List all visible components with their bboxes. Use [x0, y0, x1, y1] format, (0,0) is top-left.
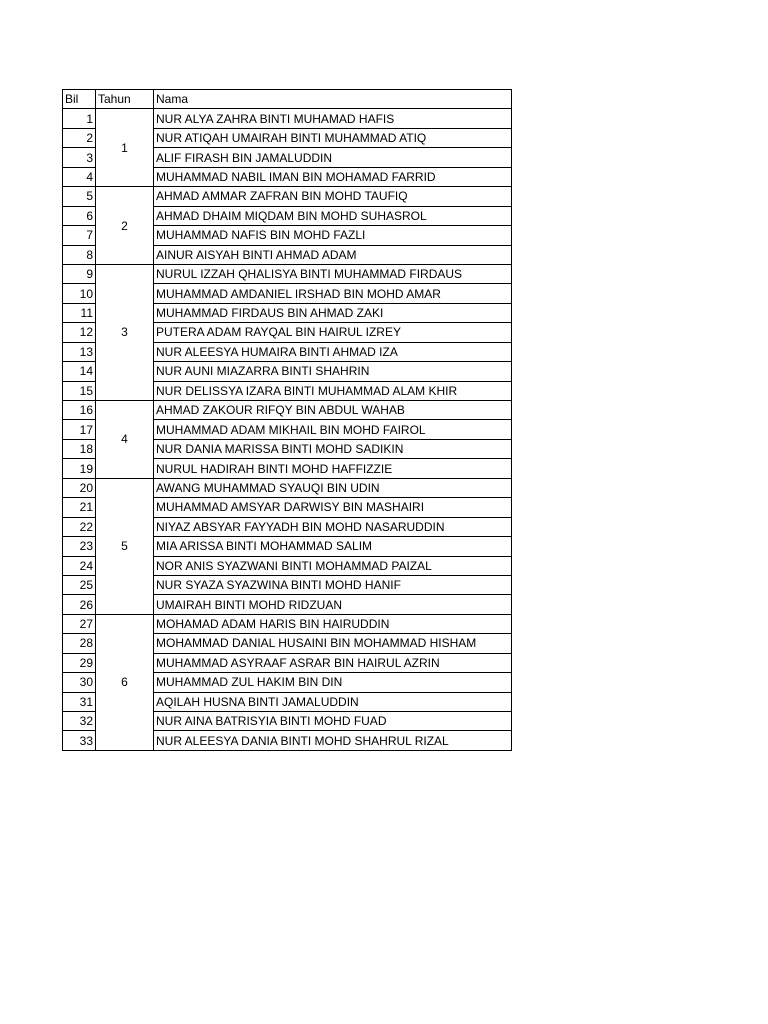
nama-cell: NUR ALYA ZAHRA BINTI MUHAMAD HAFIS	[154, 109, 512, 128]
header-nama: Nama	[154, 90, 512, 109]
nama-cell: NOR ANIS SYAZWANI BINTI MOHAMMAD PAIZAL	[154, 556, 512, 575]
header-tahun: Tahun	[96, 90, 154, 109]
bil-cell: 30	[63, 673, 96, 692]
nama-cell: MUHAMMAD AMSYAR DARWISY BIN MASHAIRI	[154, 498, 512, 517]
bil-cell: 25	[63, 575, 96, 594]
nama-cell: NIYAZ ABSYAR FAYYADH BIN MOHD NASARUDDIN	[154, 517, 512, 536]
bil-cell: 27	[63, 614, 96, 633]
bil-cell: 1	[63, 109, 96, 128]
bil-cell: 19	[63, 459, 96, 478]
nama-cell: NUR AINA BATRISYIA BINTI MOHD FUAD	[154, 712, 512, 731]
nama-cell: NUR ALEESYA DANIA BINTI MOHD SHAHRUL RIZAL	[154, 731, 512, 750]
bil-cell: 11	[63, 303, 96, 322]
nama-cell: UMAIRAH BINTI MOHD RIDZUAN	[154, 595, 512, 614]
bil-cell: 21	[63, 498, 96, 517]
tahun-cell: 5	[96, 478, 154, 614]
tahun-cell: 3	[96, 264, 154, 400]
nama-cell: NUR ALEESYA HUMAIRA BINTI AHMAD IZA	[154, 342, 512, 361]
bil-cell: 31	[63, 692, 96, 711]
bil-cell: 5	[63, 187, 96, 206]
nama-cell: MUHAMMAD ADAM MIKHAIL BIN MOHD FAIROL	[154, 420, 512, 439]
nama-cell: MUHAMMAD NABIL IMAN BIN MOHAMAD FARRID	[154, 167, 512, 186]
student-roster-table	[62, 89, 512, 751]
nama-cell: NUR DELISSYA IZARA BINTI MUHAMMAD ALAM KHIR	[154, 381, 512, 400]
bil-cell: 2	[63, 128, 96, 147]
bil-cell: 13	[63, 342, 96, 361]
roster-body	[63, 109, 512, 750]
bil-cell: 20	[63, 478, 96, 497]
bil-cell: 22	[63, 517, 96, 536]
bil-cell: 26	[63, 595, 96, 614]
nama-cell: MOHAMMAD DANIAL HUSAINI BIN MOHAMMAD HISHAM	[154, 634, 512, 653]
nama-cell: NURUL HADIRAH BINTI MOHD HAFFIZZIE	[154, 459, 512, 478]
bil-cell: 33	[63, 731, 96, 750]
nama-cell: AHMAD ZAKOUR RIFQY BIN ABDUL WAHAB	[154, 401, 512, 420]
tahun-cell: 4	[96, 401, 154, 479]
nama-cell: NUR AUNI MIAZARRA BINTI SHAHRIN	[154, 362, 512, 381]
bil-cell: 15	[63, 381, 96, 400]
nama-cell: MUHAMMAD NAFIS BIN MOHD FAZLI	[154, 226, 512, 245]
table-row	[63, 614, 512, 633]
bil-cell: 8	[63, 245, 96, 264]
bil-cell: 7	[63, 226, 96, 245]
tahun-cell: 6	[96, 614, 154, 750]
bil-cell: 24	[63, 556, 96, 575]
header-bil: Bil	[63, 90, 96, 109]
bil-cell: 17	[63, 420, 96, 439]
bil-cell: 6	[63, 206, 96, 225]
header-row	[63, 90, 512, 109]
nama-cell: MOHAMAD ADAM HARIS BIN HAIRUDDIN	[154, 614, 512, 633]
nama-cell: NUR DANIA MARISSA BINTI MOHD SADIKIN	[154, 439, 512, 458]
nama-cell: MUHAMMAD AMDANIEL IRSHAD BIN MOHD AMAR	[154, 284, 512, 303]
nama-cell: MUHAMMAD ZUL HAKIM BIN DIN	[154, 673, 512, 692]
bil-cell: 18	[63, 439, 96, 458]
bil-cell: 32	[63, 712, 96, 731]
nama-cell: MUHAMMAD ASYRAAF ASRAR BIN HAIRUL AZRIN	[154, 653, 512, 672]
nama-cell: PUTERA ADAM RAYQAL BIN HAIRUL IZREY	[154, 323, 512, 342]
nama-cell: AQILAH HUSNA BINTI JAMALUDDIN	[154, 692, 512, 711]
nama-cell: AWANG MUHAMMAD SYAUQI BIN UDIN	[154, 478, 512, 497]
bil-cell: 12	[63, 323, 96, 342]
table-row	[63, 478, 512, 497]
bil-cell: 10	[63, 284, 96, 303]
table-row	[63, 187, 512, 206]
tahun-cell: 1	[96, 109, 154, 187]
nama-cell: AHMAD DHAIM MIQDAM BIN MOHD SUHASROL	[154, 206, 512, 225]
tahun-cell: 2	[96, 187, 154, 265]
nama-cell: AHMAD AMMAR ZAFRAN BIN MOHD TAUFIQ	[154, 187, 512, 206]
nama-cell: MIA ARISSA BINTI MOHAMMAD SALIM	[154, 537, 512, 556]
bil-cell: 29	[63, 653, 96, 672]
table-row	[63, 264, 512, 283]
bil-cell: 23	[63, 537, 96, 556]
nama-cell: NUR SYAZA SYAZWINA BINTI MOHD HANIF	[154, 575, 512, 594]
nama-cell: MUHAMMAD FIRDAUS BIN AHMAD ZAKI	[154, 303, 512, 322]
bil-cell: 14	[63, 362, 96, 381]
bil-cell: 3	[63, 148, 96, 167]
table-row	[63, 109, 512, 128]
nama-cell: ALIF FIRASH BIN JAMALUDDIN	[154, 148, 512, 167]
bil-cell: 9	[63, 264, 96, 283]
bil-cell: 4	[63, 167, 96, 186]
nama-cell: NUR ATIQAH UMAIRAH BINTI MUHAMMAD ATIQ	[154, 128, 512, 147]
nama-cell: NURUL IZZAH QHALISYA BINTI MUHAMMAD FIRDAUS	[154, 264, 512, 283]
table-row	[63, 401, 512, 420]
nama-cell: AINUR AISYAH BINTI AHMAD ADAM	[154, 245, 512, 264]
bil-cell: 28	[63, 634, 96, 653]
bil-cell: 16	[63, 401, 96, 420]
